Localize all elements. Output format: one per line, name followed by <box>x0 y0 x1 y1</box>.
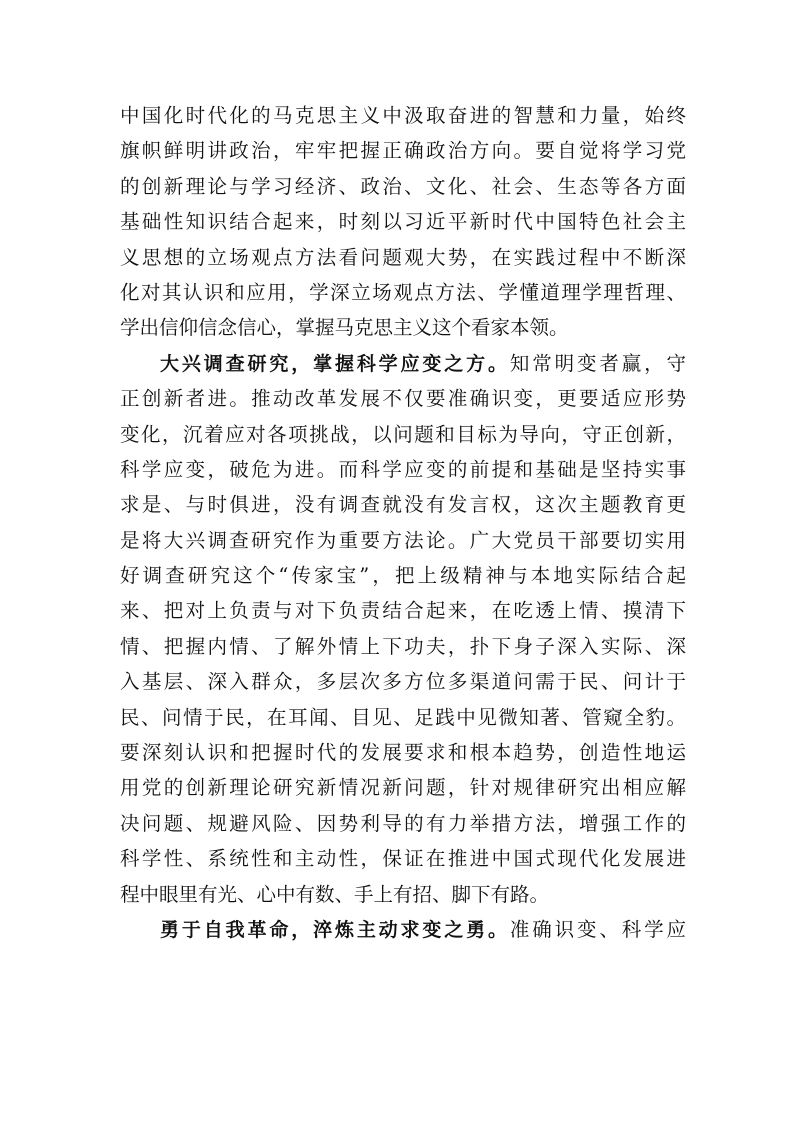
paragraph-2-line: 正创新者进。推动改革发展不仅要准确识变，更要适应形势 <box>120 387 686 411</box>
paragraph-2-heading: 大兴调查研究，掌握科学应变之方。 <box>160 352 510 375</box>
paragraph-1-line: 学出信仰信念信心，掌握马克思主义这个看家本领。 <box>120 316 569 340</box>
paragraph-1-line: 中国化时代化的马克思主义中汲取奋进的智慧和力量，始终 <box>120 104 686 127</box>
paragraph-3-heading: 勇于自我革命，淬炼主动求变之勇。 <box>160 918 510 941</box>
paragraph-2-line: 求是、与时俱进，没有调查就没有发言权，这次主题教育更 <box>120 493 686 517</box>
paragraph-2-line: 决问题、规避风险、因势利导的有力举措方法，增强工作的 <box>120 811 686 835</box>
paragraph-2-line: 来、把对上负责与对下负责结合起来，在吃透上情、摸清下 <box>120 599 686 623</box>
paragraph-1 <box>120 98 686 346</box>
paragraph-2-first-line <box>120 346 686 381</box>
paragraph-3 <box>120 912 686 947</box>
paragraph-3-first-line-text: 准确识变、科学应 <box>509 917 686 941</box>
paragraph-1-line: 的创新理论与学习经济、政治、文化、社会、生态等各方面 <box>120 174 686 198</box>
paragraph-2-line: 用党的创新理论研究新情况新问题，针对规律研究出相应解 <box>120 776 686 800</box>
paragraph-2-line: 入基层、深入群众，多层次多方位多渠道问需于民、问计于 <box>120 670 686 694</box>
paragraph-2-line: 程中眼里有光、心中有数、手上有招、脚下有路。 <box>120 882 550 906</box>
paragraph-2-line: 是将大兴调查研究作为重要方法论。广大党员干部要切实用 <box>120 528 686 552</box>
paragraph-2-line: 要深刻认识和把握时代的发展要求和根本趋势，创造性地运 <box>120 741 686 765</box>
paragraph-2-line: 情、把握内情、了解外情上下功夫，扑下身子深入实际、深 <box>120 634 686 658</box>
document-body <box>120 98 686 947</box>
paragraph-2-line: 民、问情于民，在耳闻、目见、足践中见微知著、管窥全豹。 <box>120 705 686 729</box>
paragraph-1-line: 化对其认识和应用，学深立场观点方法、学懂道理学理哲理、 <box>120 280 686 304</box>
paragraph-3-first-line <box>120 912 686 947</box>
paragraph-2-line: 科学性、系统性和主动性，保证在推进中国式现代化发展进 <box>120 847 686 871</box>
paragraph-2-line: 好调查研究这个“传家宝”，把上级精神与本地实际结合起 <box>120 564 686 588</box>
paragraph-2-first-line-text: 知常明变者赢，守 <box>509 351 686 375</box>
paragraph-2-line: 变化，沉着应对各项挑战，以问题和目标为导向，守正创新， <box>120 422 686 446</box>
paragraph-2-line: 科学应变，破危为进。而科学应变的前提和基础是坚持实事 <box>120 457 686 481</box>
paragraph-1-line: 义思想的立场观点方法看问题观大势，在实践过程中不断深 <box>120 245 686 269</box>
paragraph-1-line: 基础性知识结合起来，时刻以习近平新时代中国特色社会主 <box>120 210 686 234</box>
paragraph-1-line: 旗帜鲜明讲政治，牢牢把握正确政治方向。要自觉将学习党 <box>120 139 686 163</box>
paragraph-2 <box>120 346 686 912</box>
